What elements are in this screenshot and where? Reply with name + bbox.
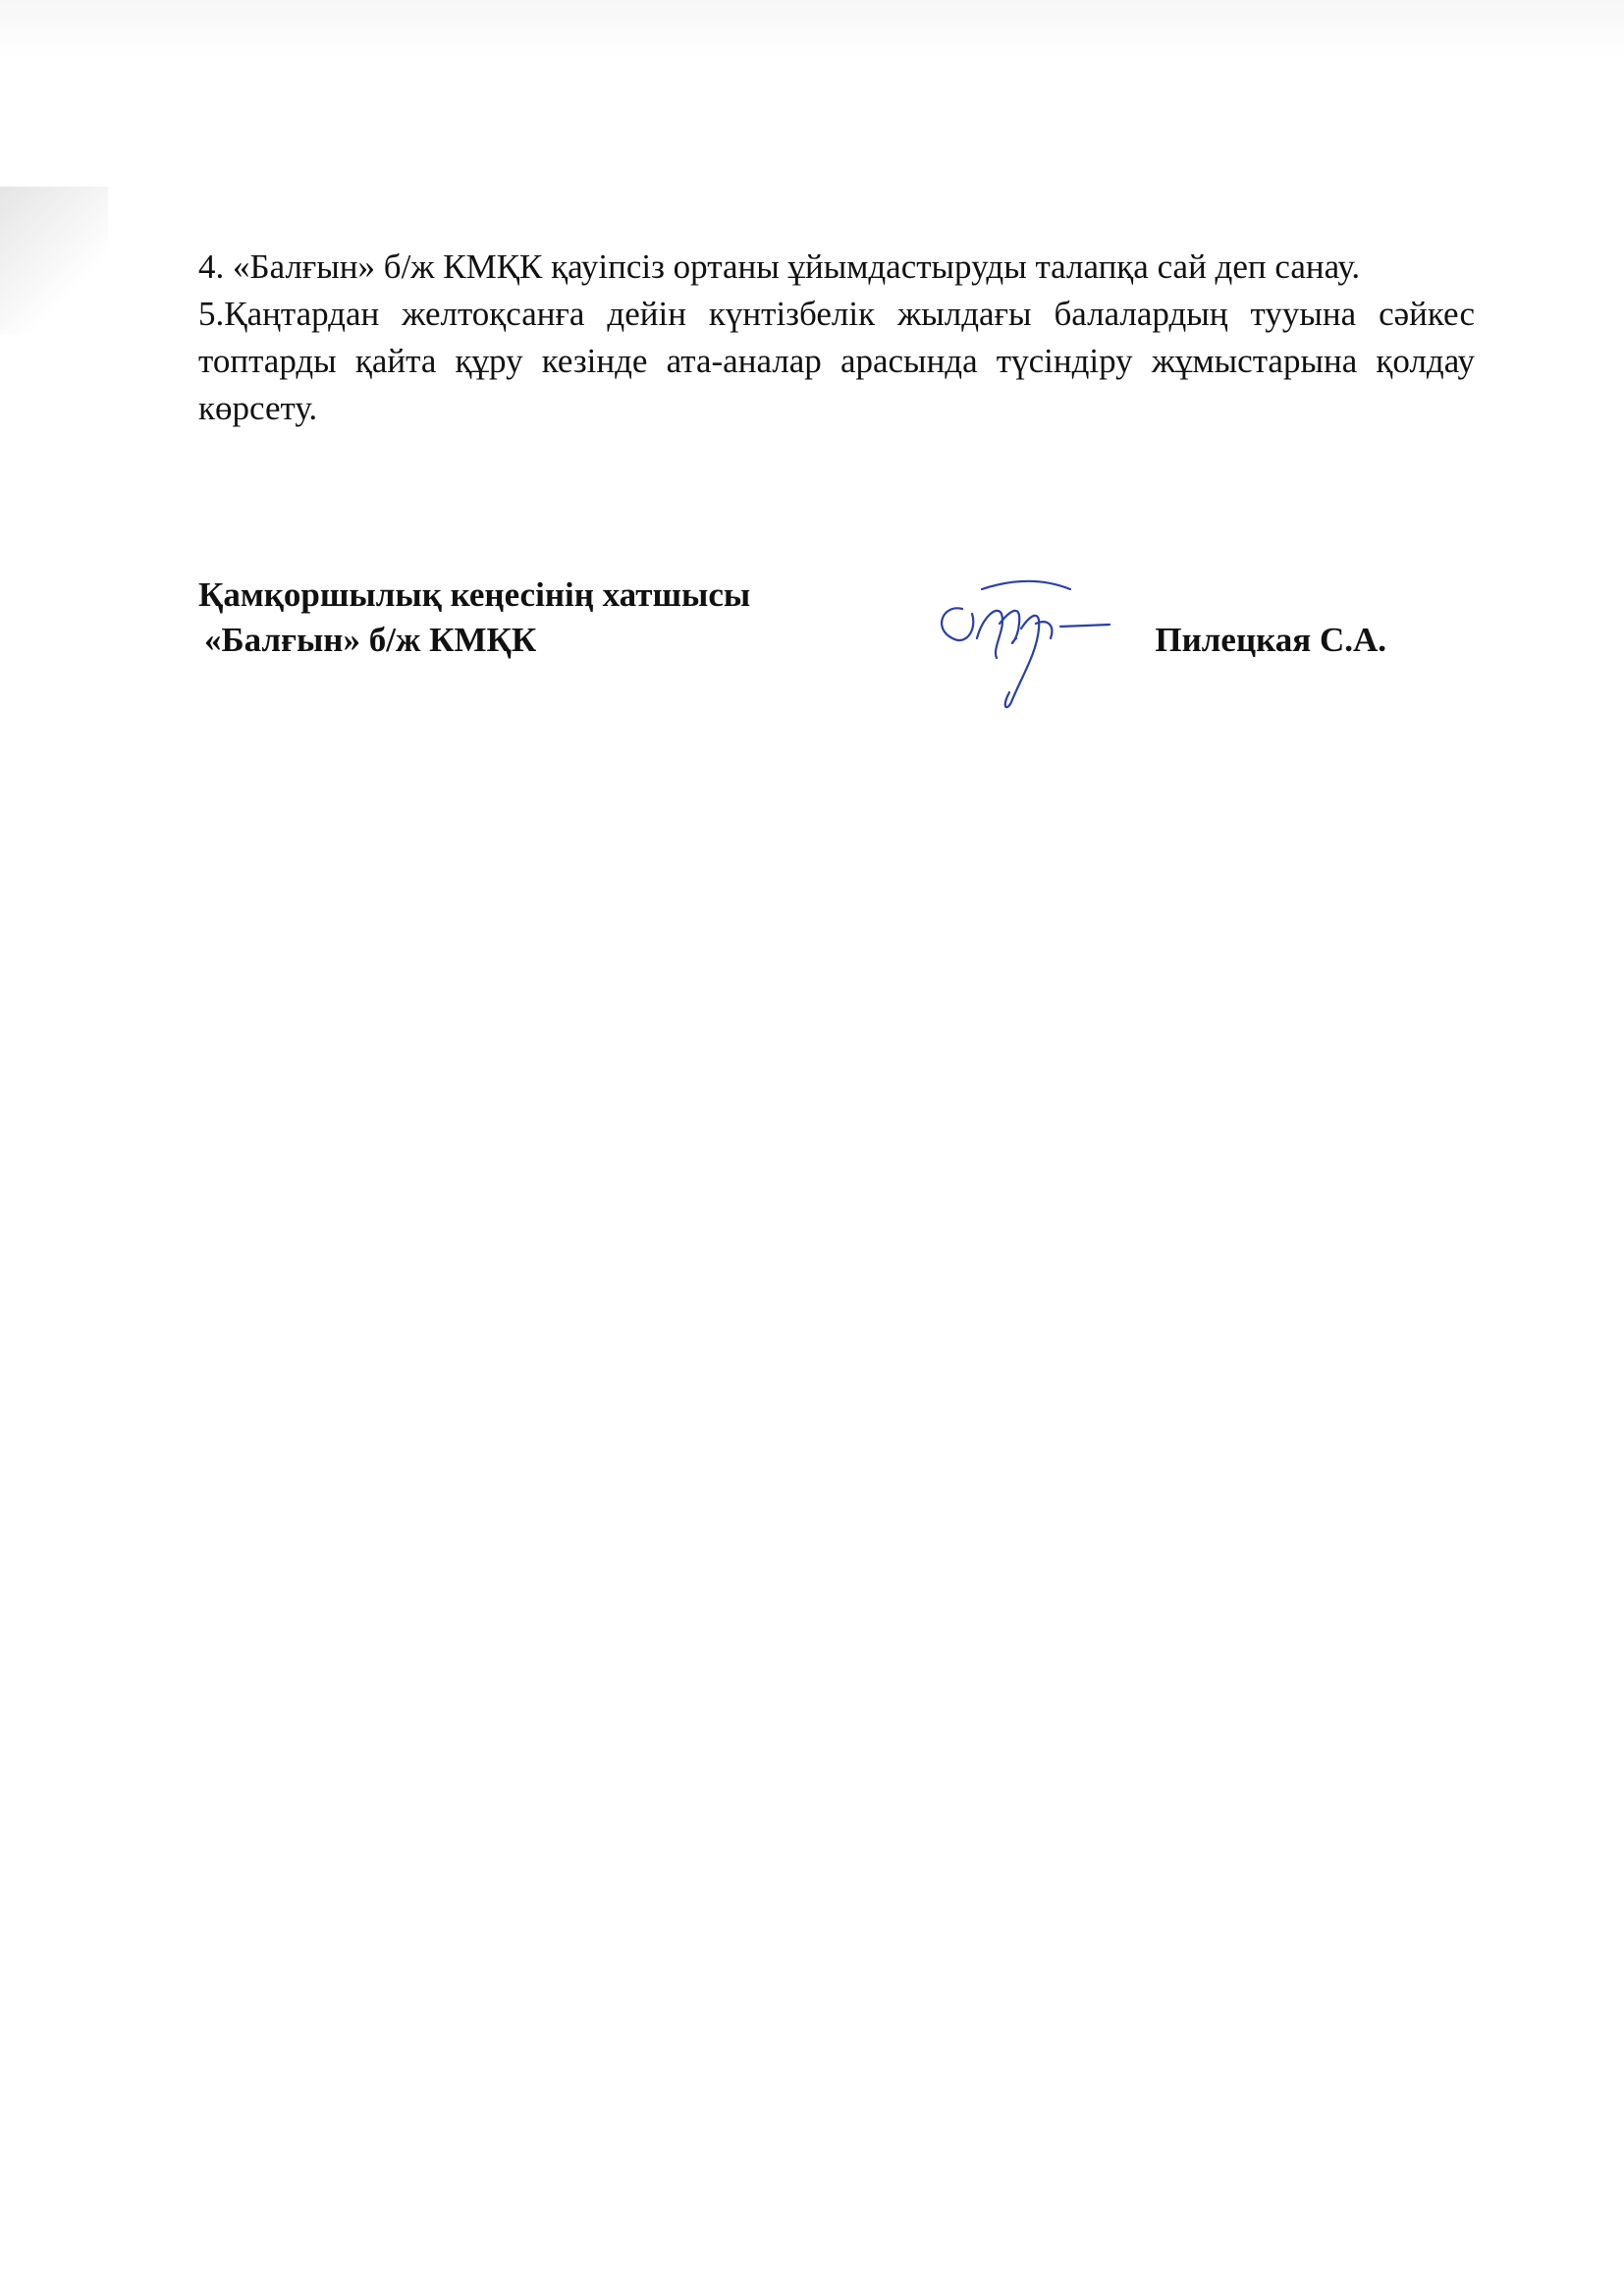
paragraph-4: 4. «Балғын» б/ж КМҚК қауіпсіз ортаны ұйымдастыруды талапқа сай деп санау.: [198, 247, 1361, 286]
signature-organization: «Балғын» б/ж КМҚК: [204, 621, 537, 659]
scan-edge: [0, 0, 1624, 59]
handwritten-signature-icon: [923, 570, 1149, 717]
signature-line: [198, 618, 1386, 663]
signature-block: [198, 573, 1475, 663]
signature-title: Қамқоршылық кеңесінің хатшысы: [198, 575, 751, 614]
signature-name: Пилецкая С.А.: [1155, 621, 1386, 659]
paragraph-5: 5.Қаңтардан желтоқсанға дейін күнтізбелік жылдағы балалардың тууына сәйкес топтарды қайта құру кезінде ата-аналар арасында түсіндіру жұмыстарына қолдау көрсету.: [198, 295, 1475, 427]
scan-fold-shadow: [0, 187, 108, 334]
document-body: [198, 244, 1475, 432]
